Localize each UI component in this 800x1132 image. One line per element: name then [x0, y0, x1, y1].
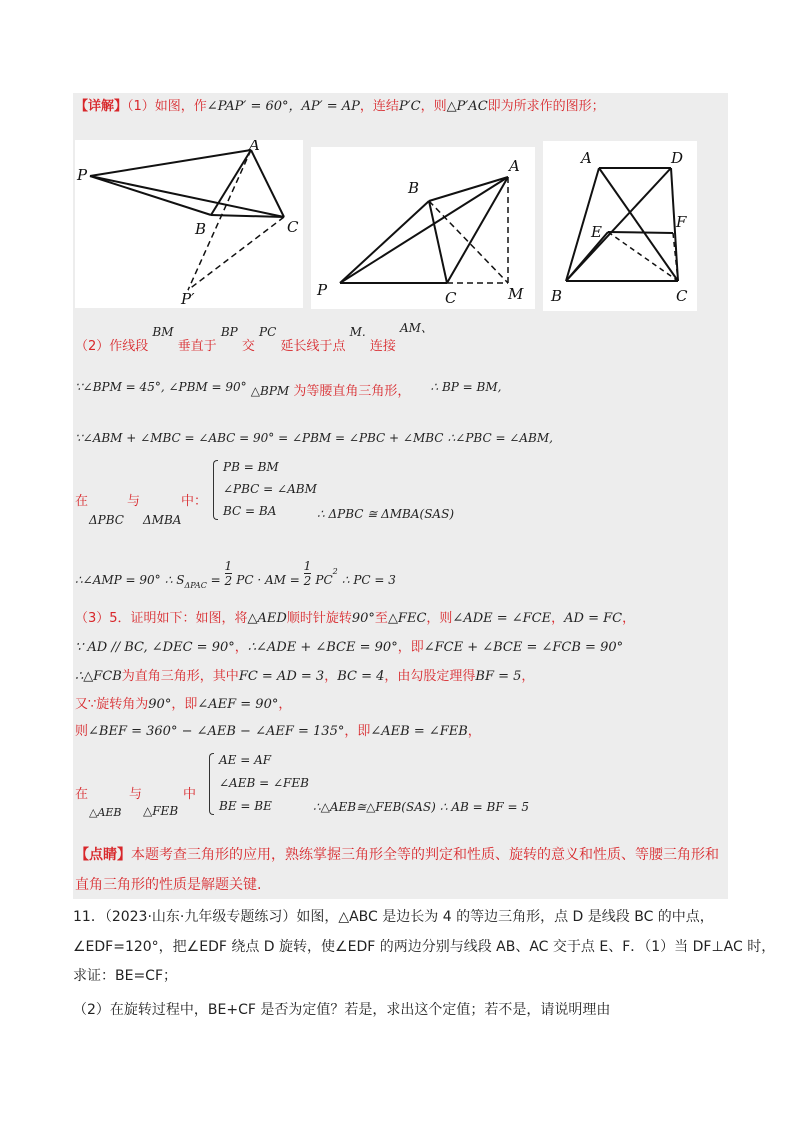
p2l5-m3: = [206, 573, 225, 587]
p2l2-m3: ∴ BP = BM, [430, 380, 502, 394]
p3l2-t2: ，即 [397, 640, 424, 655]
p3l1-m1: △AED [247, 611, 287, 626]
p3l4-m2: ∠AEF = 90° [197, 697, 279, 712]
review-line1 [75, 845, 719, 865]
part2-line5 [75, 559, 396, 593]
figure-2 [311, 147, 535, 309]
fig1-label-p: P [77, 166, 88, 184]
review-label: 【点睛】 [75, 847, 131, 863]
p3l6-cond2: ∠AEB = ∠FEB [219, 776, 309, 790]
p2l1-m4: M. [349, 325, 366, 339]
text-end: 即为所求作的图形； [487, 99, 605, 114]
part3-line6-intro [75, 786, 88, 804]
question-line1: 11．（2023·山东·九年级专题练习）如图，△ABC 是边长为 4 的等边三角形，点 D 是线段 BC 的中点， [73, 909, 714, 925]
fig2-label-b: B [408, 179, 420, 197]
fig1-label-a: A [249, 140, 260, 154]
figure-1 [75, 140, 303, 308]
p3l6-tri1: △AEB [89, 806, 122, 819]
p3l2-m3: ∠FCE + ∠BCE = ∠FCB = 90° [423, 640, 624, 655]
p3l4-m1: 90° [148, 697, 172, 712]
p3l5-t2: ，即 [344, 724, 371, 739]
p3l1-t6: ， [622, 611, 636, 626]
question-line3: 求证：BE=CF； [73, 968, 178, 984]
part3-line5 [75, 723, 481, 741]
part2-line4-intro [75, 493, 88, 511]
p3l4-t1: 又∵旋转角为 [75, 697, 149, 712]
part3-line6-and [129, 786, 142, 804]
figure-2-drawing [311, 147, 535, 309]
part3-line2 [75, 639, 623, 657]
p3l1-t3: 至 [374, 611, 388, 626]
p3l6-concl1: ∴△AEB≅△FEB(SAS) [313, 800, 436, 814]
p3l5-m1: ∠BEF = 360° − ∠AEB − ∠AEF = 135° [88, 724, 345, 739]
p3l6-cond1: AE = AF [219, 753, 272, 767]
brace-1 [213, 460, 218, 520]
fig1-label-p-prime: P′ [181, 290, 195, 308]
fig3-label-a: A [581, 149, 592, 167]
text-then: ，则 [420, 99, 447, 114]
part2-line4-mid [181, 493, 207, 511]
p3l3-m1: ∴△FCB [75, 669, 122, 684]
p3l5-t1: 则 [75, 724, 89, 739]
p2l5-f2d: 2 [303, 574, 312, 588]
p2l5-f1n: 1 [224, 559, 233, 573]
p2l4-cond1: PB = BM [223, 460, 279, 474]
p3l2-m2: ∴∠ADE + ∠BCE = 90° [247, 640, 398, 655]
p3l3-t2: ， [324, 669, 338, 684]
p2l5-f2n: 1 [303, 559, 312, 573]
p3l3-t4: ， [521, 669, 535, 684]
fig1-label-c: C [287, 218, 299, 236]
part3-line3 [75, 668, 534, 686]
question-line4: （2）在旋转过程中，BE+CF 是否为定值？若是，求出这个定值；若不是，请说明理由 [73, 1002, 611, 1018]
p3l6-in: 在 [75, 787, 89, 802]
solution-panel [73, 93, 728, 899]
p3l1-t1: （3）5．证明如下：如图，将 [75, 611, 248, 626]
p3l4-t3: ， [278, 697, 292, 712]
p2l2-m1: ∵∠BPM = 45°, ∠PBM = 90° [75, 380, 247, 394]
p2l4-cond2: ∠PBC = ∠ABM [223, 482, 317, 496]
p3l3-t1: 为直角三角形，其中 [121, 669, 239, 684]
p2l5-sub: ΔPAC [184, 581, 207, 590]
part3-line1 [75, 610, 635, 628]
p2l1-m1: BM [152, 325, 174, 339]
p3l5-t3: ， [467, 724, 481, 739]
p2l4-in: 在 [75, 494, 89, 509]
p3l1-t4: ，则 [426, 611, 453, 626]
p2l5-m5: PC [315, 573, 333, 587]
p3l6-cond3: BE = BE [219, 799, 272, 813]
detail-label: 【详解】 [75, 99, 128, 114]
p3l2-m1: ∵ AD // BC, ∠DEC = 90° [75, 640, 235, 655]
segment2: P′C [398, 99, 421, 114]
review-text2: 直角三角形的性质是解题关键. [75, 877, 262, 893]
p3l1-t5: ， [551, 611, 565, 626]
p2l4-cond3: BC = BA [223, 504, 277, 518]
p3l1-m2: 90° [351, 611, 375, 626]
p3l1-m4: ∠ADE = ∠FCE [452, 611, 552, 626]
p2l1-m2: BP [220, 325, 238, 339]
fig3-label-d: D [671, 149, 684, 167]
part3-line4 [75, 696, 291, 714]
p3l6-mid: 中 [183, 787, 197, 802]
p2l5-m1: ∴∠AMP = 90° [75, 573, 161, 587]
fig2-label-p: P [317, 281, 328, 299]
figure-1-drawing [75, 140, 303, 308]
p2l4-mid: 中： [181, 494, 208, 509]
question-line2: ∠EDF=120°，把∠EDF 绕点 D 旋转，使∠EDF 的两边分别与线段 AB、AC 交于点 E、F．（1）当 DF⊥AC 时， [73, 939, 776, 955]
p3l5-m2: ∠AEB = ∠FEB [370, 724, 468, 739]
p2l4-concl: ∴ ΔPBC ≅ ΔMBA(SAS) [317, 507, 455, 521]
p2l3-m2: ∴∠PBC = ∠ABM, [447, 431, 553, 445]
fig3-label-e: E [591, 223, 602, 241]
part2-line3 [75, 429, 553, 448]
fig2-label-a: A [509, 157, 520, 175]
part2-line1 [75, 321, 433, 355]
p2l3-m1: ∵∠ABM + ∠MBC = ∠ABC = 90° = ∠PBM = ∠PBC + ∠MBC [75, 431, 444, 445]
p3l3-m4: BF = 5 [475, 669, 522, 684]
part2-line4-tri2 [143, 511, 181, 530]
p2l1-m5: AM、 [400, 321, 433, 335]
review-text1: 本题考查三角形的应用，熟练掌握三角形全等的判定和性质、旋转的意义和性质、等腰三角形和 [131, 847, 719, 863]
figure-3 [543, 141, 697, 311]
p2l1-t1: （2）作线段 [75, 339, 149, 354]
p2l5-m2: ∴ S [164, 573, 185, 587]
solution-intro [75, 98, 605, 116]
text-connect: ，连结 [359, 99, 399, 114]
p3l6-concl2: ∴ AB = BF = 5 [439, 800, 529, 814]
fig2-label-c: C [445, 289, 457, 307]
p2l5-f1d: 2 [224, 574, 233, 588]
p2l1-t5: 连接 [369, 339, 396, 354]
p2l1-m3: PC [259, 325, 277, 339]
figure-3-drawing [543, 141, 697, 311]
p2l5-frac1 [225, 559, 233, 588]
p3l2-t1: ， [234, 640, 248, 655]
p2l4-and: 与 [127, 494, 141, 509]
part1-prefix: （1）如图，作 [127, 99, 207, 114]
segment-expr: AP′ = AP [301, 99, 360, 114]
part3-line6-mid [183, 786, 196, 804]
part2-line2 [75, 378, 501, 397]
angle-expr: ∠PAP′ = 60°， [206, 99, 302, 114]
fig3-label-f: F [676, 213, 687, 231]
p2l4-tri1: ΔPBC [89, 513, 124, 527]
fig1-label-b: B [195, 220, 207, 238]
p3l1-m3: △FEC [387, 611, 427, 626]
p2l5-m4: PC · AM = [236, 573, 304, 587]
part3-line6-tri1 [89, 804, 122, 822]
p2l2-m2: △BPM [250, 384, 290, 398]
p3l1-m5: AD = FC [564, 611, 623, 626]
p2l5-sup: 2 [332, 567, 338, 576]
p2l1-t3: 交 [241, 339, 255, 354]
p2l4-tri2: ΔMBA [143, 513, 182, 527]
part2-line4-tri1 [89, 511, 124, 530]
p3l3-m2: FC = AD = 3 [238, 669, 325, 684]
fig2-label-m: M [508, 285, 524, 303]
p2l1-t2: 垂直于 [177, 339, 217, 354]
p3l6-tri2: △FEB [143, 804, 179, 818]
part2-line4-and [127, 493, 140, 511]
brace-2 [209, 753, 214, 815]
p3l1-t2: 顺时针旋转 [286, 611, 352, 626]
p3l4-t2: ，即 [171, 697, 198, 712]
p2l5-frac2 [304, 559, 312, 588]
p2l2-t1: 为等腰直角三角形， [293, 384, 411, 399]
triangle-expr: △P′AC [446, 99, 488, 114]
fig3-label-b: B [551, 287, 563, 305]
p2l5-m6: ∴ PC = 3 [341, 573, 396, 587]
p3l3-t3: ，由勾股定理得 [384, 669, 476, 684]
p3l3-m3: BC = 4 [337, 669, 385, 684]
p3l6-and: 与 [129, 787, 143, 802]
p3l6-conclusion [313, 798, 529, 817]
fig3-label-c: C [676, 287, 688, 305]
part3-line6-tri2 [143, 802, 178, 821]
p2l1-t4: 延长线于点 [280, 339, 346, 354]
